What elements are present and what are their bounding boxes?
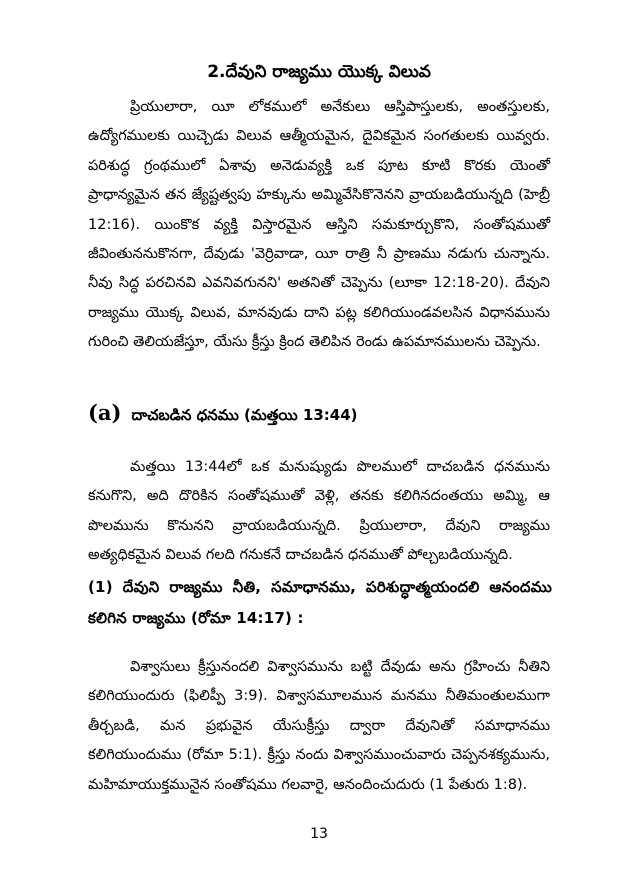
section-a-paragraph bbox=[88, 453, 550, 571]
page-number: 13 bbox=[310, 826, 328, 842]
subsection-1-paragraph bbox=[88, 653, 550, 800]
section-a-heading bbox=[88, 400, 558, 428]
subsection-1-paragraph-text: విశ్వాసులు క్రీస్తునందలి విశ్వాసమును బట్టి దేవుడు అను గ్రహించు నీతిని కలిగియుందురు (ఫిలిప్పీ 3:9). విశ్వాసమూలమున మనము నీతిమంతులముగా తీర్చబడి, మన ప్రభువైన యేసుక్రీస్తు ద్వారా దేవునితో సమాధానము కలిగియుందుము (రోమా 5:1). క్రీస్తు నందు విశ్వాసముంచువారు చెప్పనశక్యమును, మహిమాయుక్తమునైన సంతోషము గలవారై, ఆనందించుదురు (1 పేతురు 1:8). bbox=[88, 659, 550, 793]
intro-paragraph-text: ప్రియులారా, యీ లోకములో అనేకులు ఆస్తిపాస్తులకు, అంతస్తులకు, ఉద్యోగములకు యిచ్చెడు విలువ ఆత్మీయమైన, దైవికమైన సంగతులకు యివ్వరు. పరిశుద్ధ గ్రంథములో ఏశావు అనెడువ్యక్తి ఒక పూట కూటి కొరకు యెంతో ప్రాధాన్యమైన తన జ్యేష్టత్వపు హక్కును అమ్మివేసికొనెనని వ్రాయబడియున్నది (హెబ్రీ 12:16). యింకొక వ్యక్తి విస్తారమైన ఆస్తిని సమకూర్చుకొని, సంతోషముతో జీవింతుననుకొనగా, దేవుడు 'వెర్రివాడా, యీ రాత్రి నీ ప్రాణము నడుగు చున్నాను. నీవు సిద్ధ పరచినవి ఎవనివగునని' అతనితో చెప్పెను (లూకా 12:18-20). దేవుని రాజ్యము యొక్క విలువ, మానవుడు దాని పట్ల కలిగియుండవలసిన విధానమును గురించి తెలియజేస్తూ, యేసు క్రీస్తు క్రింద తెలిపిన రెండు ఉపమానములను చెప్పెను. bbox=[88, 99, 550, 351]
intro-paragraph bbox=[88, 93, 550, 358]
section-a-title: దాచబడిన ధనము (మత్తయి 13:44) bbox=[131, 406, 358, 424]
chapter-title: 2.దేవుని రాజ్యము యొక్క విలువ bbox=[207, 62, 431, 82]
section-a-paragraph-text: మత్తయి 13:44లో ఒక మనుష్యుడు పొలములో దాచబడిన ధనమును కనుగొని, అది దొరికిన సంతోషముతో వెళ్లి, తనకు కలిగినదంతయు అమ్మి, ఆ పొలమును కొనునని వ్రాయబడియున్నది. ప్రియులారా, దేవుని రాజ్యము అత్యధికమైన విలువ గలది గనుకనే దాచబడిన ధనముతో పోల్చబడియున్నది. bbox=[88, 459, 550, 564]
section-a-letter: (a) bbox=[88, 400, 122, 425]
subsection-1-heading: (1) దేవుని రాజ్యము నీతి, సమాధానము, పరిశుద్ధాత్మయందలి ఆనందము కలిగిన రాజ్యము (రోమా 14:17) : bbox=[88, 578, 552, 627]
